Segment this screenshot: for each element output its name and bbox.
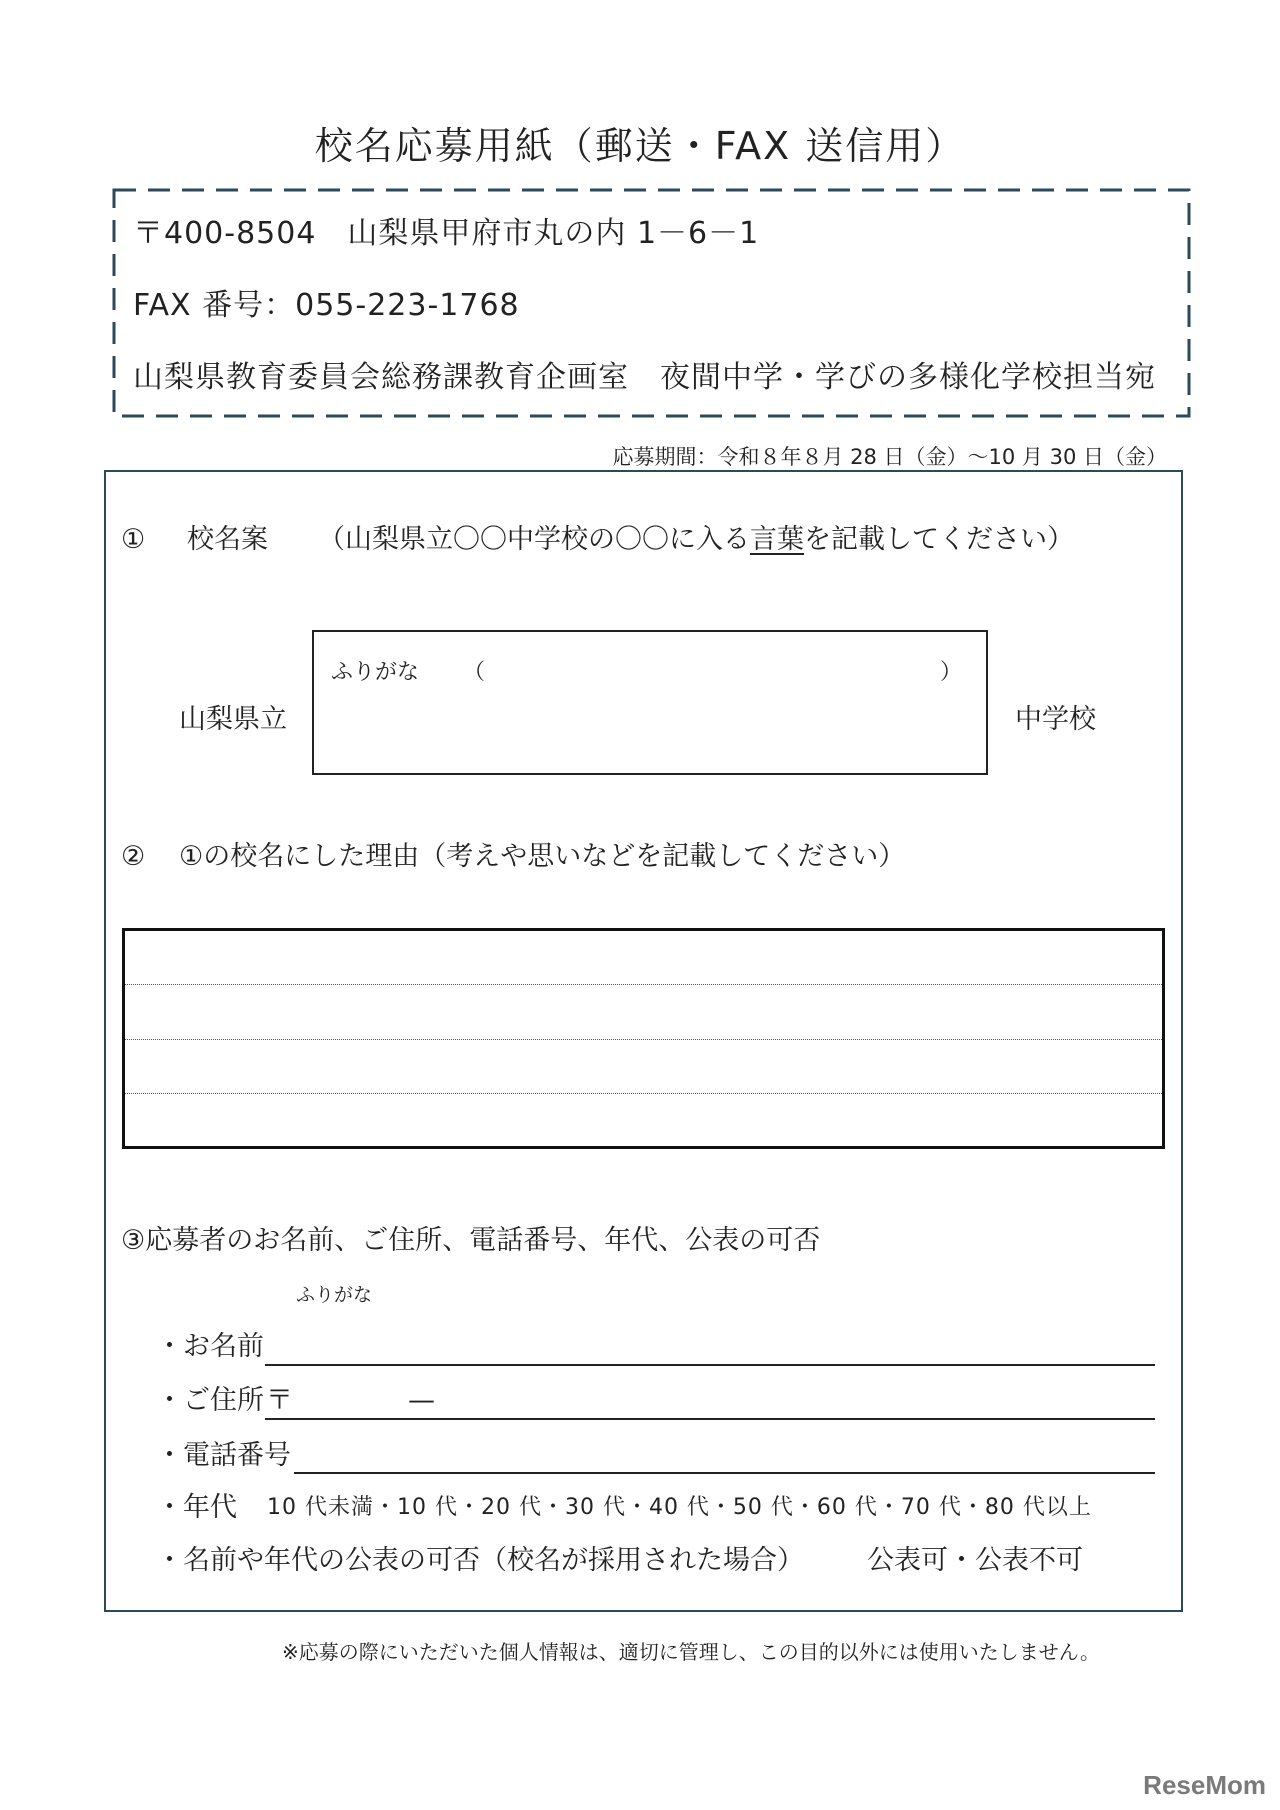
age-options: 10 代未満・10 代・20 代・30 代・40 代・50 代・60 代・70 代・80 代以上 bbox=[267, 1495, 1092, 1520]
phone-line bbox=[294, 1472, 1155, 1474]
section1-note bbox=[318, 526, 1074, 553]
application-period: 応募期間：令和８年８月 28 日（金）～10 月 30 日（金） bbox=[612, 445, 1167, 469]
reason-box bbox=[122, 928, 1165, 1149]
resemom-logo: ReseMom bbox=[1143, 1770, 1266, 1800]
section2-label: ①の校名にした理由（考えや思いなどを記載してください） bbox=[179, 841, 906, 872]
publish-label: ・名前や年代の公表の可否（校名が採用された場合） bbox=[156, 1545, 804, 1576]
reason-line bbox=[125, 1039, 1162, 1040]
age-label: ・年代 bbox=[156, 1492, 237, 1523]
furigana-label: ふりがな bbox=[331, 660, 420, 685]
reason-line bbox=[125, 984, 1162, 985]
name-label: ・お名前 bbox=[156, 1331, 264, 1362]
phone-label: ・電話番号 bbox=[156, 1440, 291, 1471]
postal-address: 〒400-8504 山梨県甲府市丸の内 1－6－1 bbox=[133, 216, 760, 251]
address-label: ・ご住所 bbox=[156, 1385, 264, 1416]
section1-note-after: を記載してください） bbox=[804, 524, 1074, 555]
section1-note-before: （山梨県立〇〇中学校の〇〇に入る bbox=[318, 524, 750, 555]
recipient: 山梨県教育委員会総務課教育企画室 夜間中学・学びの多様化学校担当宛 bbox=[133, 360, 1156, 395]
furigana-paren-open: （ bbox=[463, 660, 486, 685]
school-suffix: 中学校 bbox=[1015, 704, 1096, 735]
reason-line bbox=[125, 1093, 1162, 1094]
postal-mark: 〒 bbox=[266, 1385, 293, 1416]
section1-label: 校名案 bbox=[187, 524, 268, 555]
school-name-box bbox=[312, 630, 988, 775]
name-furigana-label: ふりがな bbox=[296, 1284, 373, 1306]
fax-number: FAX 番号：055-223-1768 bbox=[133, 288, 520, 323]
name-line bbox=[265, 1364, 1155, 1366]
section3-heading: ③応募者のお名前、ご住所、電話番号、年代、公表の可否 bbox=[121, 1225, 821, 1256]
address-line bbox=[265, 1418, 1155, 1420]
privacy-footnote: ※応募の際にいただいた個人情報は、適切に管理し、この目的以外には使用いたしません。 bbox=[282, 1640, 1100, 1664]
postal-dash: — bbox=[408, 1385, 435, 1416]
section1-note-underlined: 言葉 bbox=[750, 524, 804, 555]
section2-number: ② bbox=[121, 841, 146, 872]
publish-options: 公表可・公表不可 bbox=[867, 1545, 1083, 1576]
form-title: 校名応募用紙（郵送・FAX 送信用） bbox=[314, 124, 966, 168]
furigana-paren-close: ） bbox=[940, 660, 963, 685]
school-prefix: 山梨県立 bbox=[179, 704, 287, 735]
section1-number: ① bbox=[121, 524, 146, 555]
